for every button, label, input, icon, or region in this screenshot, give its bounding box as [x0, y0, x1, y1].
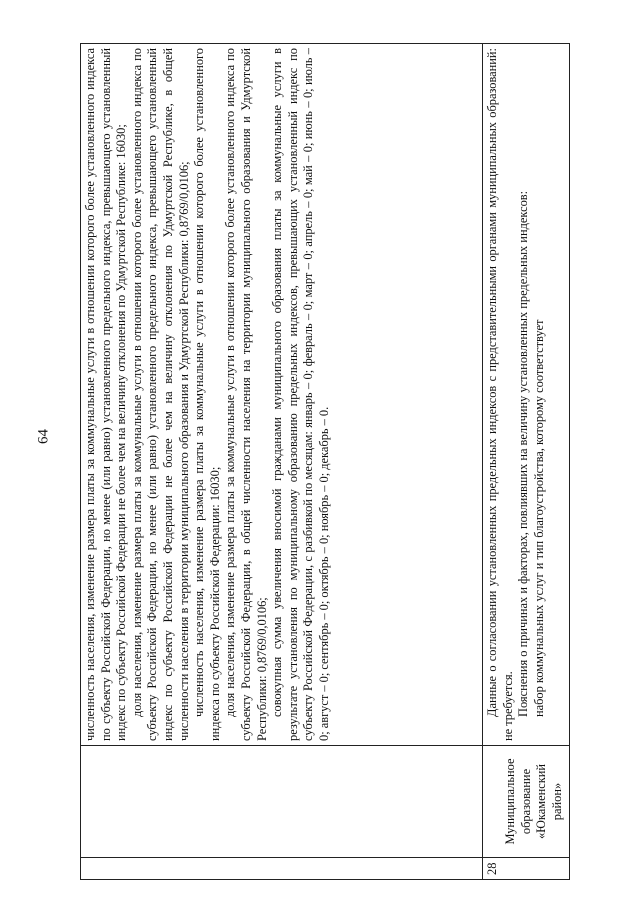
- indices-table: [80, 43, 570, 880]
- paragraph: Данные о согласовании установленных предельных индексов с представительными органами муниципальных образований: не требуется.: [485, 48, 515, 741]
- row-number-cell: [81, 858, 483, 880]
- page-number: 64: [35, 429, 52, 444]
- paragraph: численность населения, изменение размера платы за коммунальные услуги в отношении которого более установленного индекса по субъекту Российской Федерации: 16030;: [192, 48, 222, 741]
- table-row: [483, 44, 570, 880]
- paragraph: Пояснения о причинах и факторах, повлиявших на величину установленных предельных индексов:: [516, 190, 531, 717]
- paragraph: доля населения, изменение размера платы за коммунальные услуги в отношении которого более установленного индекса по субъекту Российской Федерации, в общей численности населения на территории муниципального образования и Удмуртской Республики: 0,8769/0,0106;: [223, 48, 269, 741]
- row-number-cell: 28: [483, 858, 570, 880]
- description-cell: [81, 44, 483, 746]
- description-cell: [483, 44, 570, 746]
- paragraph: набор коммунальных услуг и тип благоустройства, которому соответствует: [531, 319, 546, 717]
- municipality-cell: Муниципальное образование «Юкаменский район»: [483, 746, 570, 858]
- table-row: [81, 44, 483, 880]
- rotated-table-container: [80, 44, 570, 880]
- paragraph: доля населения, изменение размера платы за коммунальные услуги в отношении которого более установленного индекса по субъекту Российской Федерации, но менее (или равно) установленного предельного индекса, превышающего установленный индекс по субъекту Российской Федерации не более чем на величину отклонения по Удмуртской Республике, в общей численности населения в территории муниципального образования и Удмуртской Республики: 0,8769/0,0106;: [129, 48, 191, 741]
- municipality-cell: [81, 746, 483, 858]
- paragraph: совокупная сумма увеличения вносимой гражданами муниципального образования платы за коммунальные услуги в результате установления по муниципальному образованию предельных индексов, превышающих установленный индекс по субъекту Российской Федерации, с разбивкой по месяцам: январь – 0; февраль – 0; март – 0; апрель – 0; май – 0; июнь – 0; июль – 0; август – 0; сентябрь – 0; октябрь – 0; ноябрь – 0; декабрь – 0.: [270, 48, 331, 741]
- paragraph: численность населения, изменение размера платы за коммунальные услуги в отношении которого более установленного индекса по субъекту Российской Федерации, но менее (или равно) установленного предельного индекса, превышающего установленный индекс по субъекту Российской Федерации не более чем на величину отклонения по Удмуртской Республике: 16030;: [83, 48, 129, 741]
